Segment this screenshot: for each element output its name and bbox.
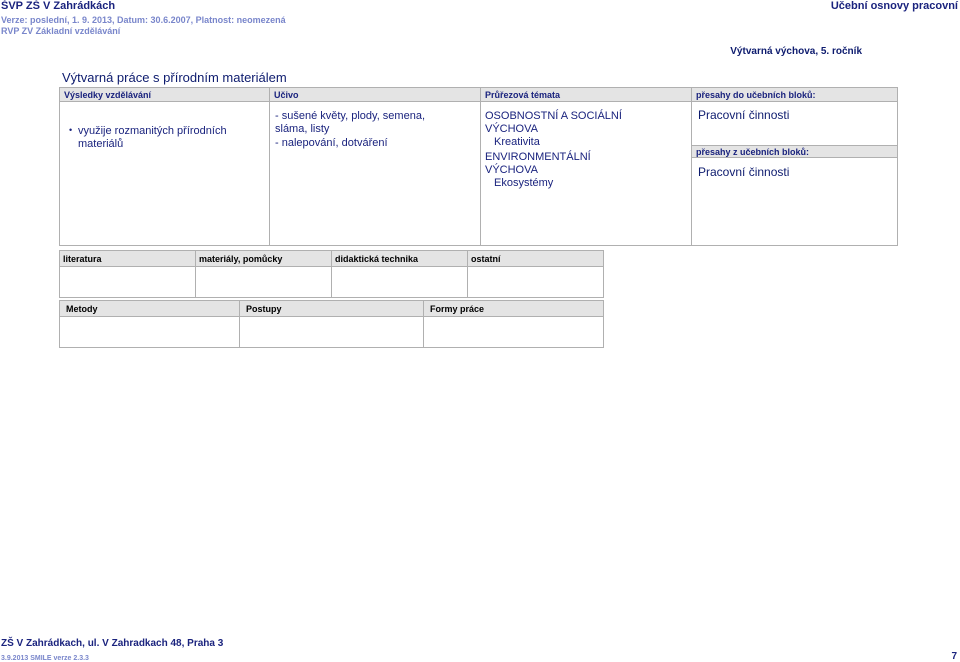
overlaps-column [691, 87, 898, 246]
overlaps-to-header: přesahy do učebních bloků: [692, 88, 897, 102]
procedures-header: Postupy [240, 301, 423, 317]
overlap-to-link[interactable]: Pracovní činnosti [698, 108, 790, 122]
literature-header: literatura [60, 251, 195, 267]
version-info: Verze: poslední, 1. 9. 2013, Datum: 30.6.2007, Platnost: neomezená [1, 15, 286, 25]
technology-column [331, 250, 468, 298]
procedures-column [239, 300, 424, 348]
cross-topic1-sub: Kreativita [494, 136, 540, 148]
software-version: 3.9.2013 SMILE verze 2.3.3 [1, 655, 89, 662]
cross-topic1-line1: OSOBNOSTNÍ A SOCIÁLNÍ [485, 110, 622, 122]
curriculum-line2: sláma, listy [275, 123, 330, 135]
materials-header: materiály, pomůcky [196, 251, 331, 267]
cross-topic2-line2: VÝCHOVA [485, 164, 538, 176]
outcome-line1: využije rozmanitých přírodních [78, 125, 227, 137]
rvp-info: RVP ZV Základní vzdělávání [1, 26, 121, 36]
subject-grade: Výtvarná výchova, 5. ročník [730, 46, 862, 57]
cross-topic2-line1: ENVIRONMENTÁLNÍ [485, 151, 591, 163]
curriculum-column [269, 87, 481, 246]
bullet-icon: • [69, 125, 73, 135]
overlap-from-link[interactable]: Pracovní činnosti [698, 165, 790, 179]
materials-column [195, 250, 332, 298]
curriculum-line3: - nalepování, dotváření [275, 137, 388, 149]
school-name: ŠVP ZŠ V Zahrádkách [1, 0, 116, 12]
methods-column [59, 300, 240, 348]
cross-topics-column [480, 87, 692, 246]
curriculum-line1: - sušené květy, plody, semena, [275, 110, 425, 122]
cross-topic2-sub: Ekosystémy [494, 177, 554, 189]
school-address: ZŠ V Zahrádkach, ul. V Zahradkach 48, Praha 3 [1, 638, 224, 649]
forms-column [423, 300, 604, 348]
literature-column [59, 250, 196, 298]
other-header: ostatní [468, 251, 603, 267]
overlaps-from-header: přesahy z učebních bloků: [692, 145, 897, 158]
outcomes-header: Výsledky vzdělávání [60, 88, 269, 102]
methods-header: Metody [60, 301, 239, 317]
curriculum-table [59, 87, 898, 246]
outcomes-column [59, 87, 270, 246]
forms-header: Formy práce [424, 301, 603, 317]
curriculum-header: Učivo [270, 88, 480, 102]
technology-header: didaktická technika [332, 251, 467, 267]
outcome-line2: materiálů [78, 138, 124, 150]
other-column [467, 250, 604, 298]
topic-title: Výtvarná práce s přírodním materiálem [62, 70, 287, 85]
cross-topic1-line2: VÝCHOVA [485, 123, 538, 135]
document-type: Učební osnovy pracovní [830, 0, 958, 12]
cross-topics-header: Průřezová témata [481, 88, 691, 102]
page-number: 7 [951, 651, 957, 662]
